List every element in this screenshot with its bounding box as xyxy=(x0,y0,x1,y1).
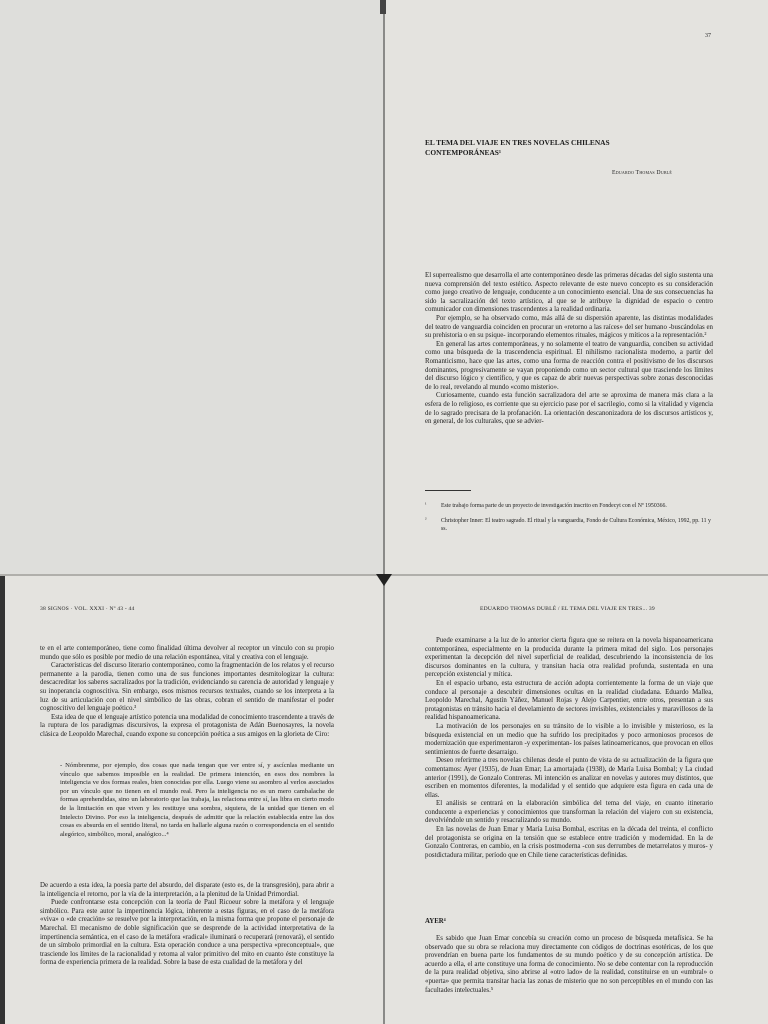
footnote-2 xyxy=(425,517,713,533)
section-body xyxy=(425,935,713,995)
footnote-text: Christopher Inner: El teatro sagrado. El ritual y la vanguardia, Fondo de Cultura Económica, México, 1992, pp. 11 y ss. xyxy=(441,518,711,532)
blank-page-top-left xyxy=(0,0,384,575)
paragraph: En general las artes contemporáneas, y no solamente el teatro de vanguardia, conciben su actividad como una búsqueda de la trascendencia espiritual. El nihilismo racionalista moderno, a partir del Romanticismo, hace que las artes, como una forma de reacción contra el positivismo de los discursos dominantes, progresivamente se vayan proponiendo como un sector cultural que trasciende los límites del discurso lógico y científico, y que es capaz de abrir nuevas perspectivas sobre zonas desconocidas de lo real, revelando al mundo «como misterio». xyxy=(425,340,713,391)
footnote-text: Este trabajo forma parte de un proyecto de investigación inscrito en Fondecyt con el Nº 1950366. xyxy=(441,503,667,509)
page-39 xyxy=(384,575,768,1024)
quote-text: - Nómbrenme, por ejemplo, dos cosas que nada tengan que ver entre sí, y ascícnlas mediante un vínculo que sabemos imposible en la realidad. De primera intención, en esos dos nombres la inteligencia ve dos formas reales, bien conocidas por ella. Luego viene su asombro al verlos asociados por un vínculo que no tienen en el mundo real. Pero la inteligencia no es un mero cambalache de formas aprehendidas, sino un laboratorio que las trabaja, las relaciona entre sí, las libra en cierto modo de la limitación en que viven y les restituye una sombra, siquiera, de la unidad que tienen en el Intelecto Divino. Por eso la inteligencia, después de admitir que la relación establecida entre las dos cosas es absurda en el sentido literal, no tarda en hallarle alguna razón o correspondencia en el sentido alegórico, simbólico, moral, analógico...⁴ xyxy=(60,762,334,838)
paragraph: En las novelas de Juan Emar y María Luisa Bombal, escritas en la década del treinta, el conflicto del protagonista se origina en la tensión que se establece entre tradición y modernidad. En la de Gonzalo Contreras, en cambio, en la crisis postmoderna -con sus derrumbes de metarrelatos y muros- y postdictadura militar, período que en Chile tiene características definidas. xyxy=(425,826,713,859)
fold-top-marker xyxy=(380,0,386,14)
paragraph: Puede examinarse a la luz de lo anterior cierta figura que se reitera en la novela hispanoamericana contemporánea, especialmente en la producida durante la primera mitad del siglo. Los personajes experimentan la decepción del nivel superficial de realidad, descubriendo la inconsistencia de los discursos dominantes en la cultura, y transitan hacia otra realidad profunda, sustentada en una percepción existencial y mítica. xyxy=(425,637,713,679)
page-37 xyxy=(384,0,768,575)
author-name: Eduardo Thomas Dublé xyxy=(612,170,673,176)
footnote-rule xyxy=(425,490,471,491)
footnote-marker: ² xyxy=(425,518,427,523)
running-head: EDUARDO THOMAS DUBLÉ / EL TEMA DEL VIAJE EN TRES... 39 xyxy=(480,606,655,612)
paragraph: El análisis se centrará en la elaboración simbólica del tema del viaje, en cuanto itinerario conducente a experiencias y conocimientos que transforman la relación del viajero con su existencia, devolviéndole un sentido y resacralizando su mundo. xyxy=(425,800,713,825)
paragraph: te en el arte contemporáneo, tiene como finalidad última devolver al receptor un vínculo con su propio mundo que sólo es posible por medio de una relación espontánea, vital y creativa con el lenguaje. xyxy=(40,645,334,661)
block-quote xyxy=(60,762,334,839)
paragraph: La motivación de los personajes en su tránsito de lo visible a lo invisible y misterioso, es la búsqueda existencial en un medio que ha sufrido los precipitados y poco armoniosos procesos de modernización que experimentaron -y experimentan- los países latinoamericanos, que provocan en ellos sentimientos de fuerte desarraigo. xyxy=(425,722,713,756)
paragraph: Por ejemplo, se ha observado como, más allá de su dispersión aparente, las distintas modalidades del teatro de vanguardia coinciden en procurar un «retorno a las raíces» del ser humano -buscándolas en su prehistoria o en su psique- incorporando elementos rituales, mágicos y míticos a la representación.² xyxy=(425,314,713,340)
title-line-2: CONTEMPORÁNEAS¹ xyxy=(425,148,502,157)
footnote-1 xyxy=(425,502,713,510)
paragraph: De acuerdo a esta idea, la poesía parte del absurdo, del disparate (esto es, de la transgresión), para abrir a la inteligencia el retorno, por la vía de la interpretación, a la plenitud de la Unidad Primordial. xyxy=(40,882,334,898)
fold-notch-marker xyxy=(376,574,392,586)
footnote-marker: ¹ xyxy=(425,503,427,508)
body-text-p38 xyxy=(40,645,334,740)
paragraph: En el espacio urbano, esta estructura de acción adopta corrientemente la forma de un viaje que conduce al personaje a descubrir dimensiones ocultas en la realidad ciudadana. Eduardo Mallea, Leopoldo Marechal, Agustín Yáñez, Manuel Rojas y Alejo Carpentier, entre otros, presentan a sus protagonistas en tránsito hacia el develamiento de sectores invisibles, existenciales y maravillosos de la realidad hispanoamericana. xyxy=(425,679,713,722)
page-number: 37 xyxy=(705,33,711,39)
article-title xyxy=(425,138,665,158)
paragraph: Deseo referirme a tres novelas chilenas desde el punto de vista de su actualización de la figura que comentamos: Ayer (1935), de Juan Emar; La amortajada (1938), de María Luisa Bombal; y La ciudad anterior (1991), de Gonzalo Contreras. Mi intención es analizar en novelas y autores muy distintos, que escriben en momentos diferentes, la modalidad y el sentido que adquiere esta figura en cada una de ellas. xyxy=(425,757,713,799)
title-line-1: EL TEMA DEL VIAJE EN TRES NOVELAS CHILENAS xyxy=(425,138,610,147)
scan-shadow xyxy=(0,575,5,1024)
running-head: 38 SIGNOS · VOL. XXXI · Nº 43 - 44 xyxy=(40,606,135,612)
paragraph: Curiosamente, cuando esta función sacralizadora del arte se aproxima de manera más clara a la esfera de lo religioso, es corriente que su ejercicio pase por el sacrilegio, como si la vitalidad y vigencia de lo sagrado precisara de la profanación. La orientación descanonizadora de los discursos artísticos y, en general, de los culturales, que se advier- xyxy=(425,392,713,426)
paragraph: Esta idea de que el lenguaje artístico potencia una modalidad de conocimiento trascendente a través de la ruptura de los paradigmas discursivos, la expresa el protagonista de Adán Buenosayres, la novela clásica de Leopoldo Marechal, cuando expone su concepción poética a sus amigos en la glorieta de Ciro: xyxy=(40,713,334,738)
paragraph: Puede confrontarse esta concepción con la teoría de Paul Ricoeur sobre la metáfora y el lenguaje simbólico. Para este autor la impertinencia lógica, inherente a estas figuras, en el caso de la metáfora «viva» o «de creación» se resuelve por la interpretación, en la misma forma que propone el personaje de Marechal. El mecanismo de doble significación que se desprende de la actividad interpretativa de la impertinencia semántica, en el caso de la metáfora «radical» iluminará o recuperará (renovará), el sentido de un símbolo primordial en la cultura. Esta operación conduce a una perspectiva «preconceptual», que trasciende los límites de la racionalidad y retoma al valor primitivo del mito en cuanto éste constituye la forma de experiencia primera de la realidad. Sobre la base de esta cualidad de la metáfora y del xyxy=(40,899,334,967)
paragraph: Es sabido que Juan Emar concebía su creación como un proceso de búsqueda metafísica. Se ha observado que su obra se relaciona muy directamente con códigos de doctrinas esotéricas, de los que provendrían en buena parte los fundamentos de su mundo poético y de su concepción artística. De acuerdo a ella, el arte constituye una forma de conocimiento. No se debe contentar con la reproducción de la pura realidad objetiva, sino abrirse al «otro lado» de la realidad, constituirse en un «umbral» o «puerta» que permita transitar hacia las zonas de misterio que no son perceptibles en el mundo con las facultades intelectuales.⁵ xyxy=(425,935,713,994)
body-text-p38-continued xyxy=(40,882,334,968)
body-text-p39 xyxy=(425,637,713,860)
body-text-p37 xyxy=(425,272,713,427)
section-heading: AYER⁴ xyxy=(425,918,446,925)
page-38 xyxy=(0,575,384,1024)
center-fold-vertical xyxy=(383,0,385,1024)
paragraph: El superrealismo que desarrolla el arte contemporáneo desde las primeras décadas del siglo sustenta una nueva comprensión del texto estético. Aspecto relevante de este nuevo concepto es su consideración como juego creativo de lenguaje, conducente a un conocimiento esencial. Una de sus consecuencias ha sido la sacralización del texto artístico, al que se le atribuye la dignidad de espacio o centro comunicador con dimensiones trascendentes a la realidad ordinaria. xyxy=(425,272,713,314)
paragraph: Características del discurso literario contemporáneo, como la fragmentación de los relatos y el recurso permanente a la parodia, tienen como una de sus funciones importantes desmitologizar la cultura: descacreditar los saberes sacralizados por la tradición, evidenciando su carencia de autoridad y lenguaje y su inoperancia cognoscitiva. Sin embargo, esos mismos recursos textuales, cuando se los interpreta a la luz de su articulación con el nivel simbólico de las obras, cobran el sentido de manifestar el poder cognoscitivo del lenguaje poético.³ xyxy=(40,662,334,713)
